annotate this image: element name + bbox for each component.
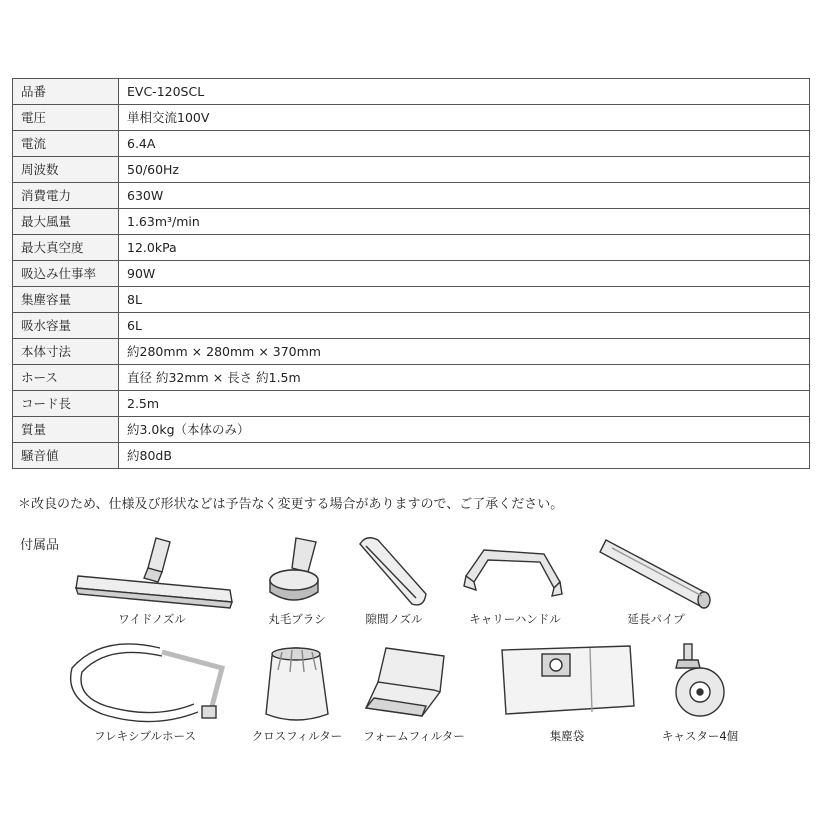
spec-label: 電流 — [13, 131, 119, 157]
accessory-label: ワイドノズル — [118, 612, 186, 626]
accessory-label: フォームフィルター — [363, 729, 465, 743]
flexible-hose-icon — [62, 638, 232, 728]
spec-row — [13, 443, 810, 469]
accessory-label: キャリーハンドル — [469, 612, 561, 626]
spec-row — [13, 365, 810, 391]
spec-value: 単相交流100V — [119, 105, 810, 131]
spec-value: 約280mm × 280mm × 370mm — [119, 339, 810, 365]
spec-row — [13, 79, 810, 105]
spec-row — [13, 261, 810, 287]
spec-row — [13, 157, 810, 183]
spec-label: ホース — [13, 365, 119, 391]
accessories-heading: 付属品 — [20, 538, 60, 553]
extension-pipe-icon — [598, 530, 718, 610]
spec-row — [13, 209, 810, 235]
spec-row — [13, 105, 810, 131]
accessory-label: 延長パイプ — [627, 612, 685, 626]
spec-value: 約80dB — [119, 443, 810, 469]
caster-icon — [664, 640, 734, 722]
spec-row — [13, 131, 810, 157]
spec-label: 吸水容量 — [13, 313, 119, 339]
spec-row — [13, 313, 810, 339]
crevice-nozzle-icon — [354, 532, 434, 612]
spec-label: 電圧 — [13, 105, 119, 131]
accessory-label: キャスター4個 — [661, 729, 739, 743]
cloth-filter-icon — [262, 640, 332, 722]
spec-value: 2.5m — [119, 391, 810, 417]
spec-label: 質量 — [13, 417, 119, 443]
spec-value: 8L — [119, 287, 810, 313]
accessory-label: クロスフィルター — [251, 729, 343, 743]
disclaimer-note: ＊改良のため、仕様及び形状などは予告なく変更する場合がありますので、ご了承ください。 — [18, 497, 564, 512]
round-brush-icon — [262, 532, 332, 612]
accessory-label: 丸毛ブラシ — [268, 612, 326, 626]
foam-filter-icon — [364, 642, 454, 718]
spec-value: 約3.0kg（本体のみ） — [119, 417, 810, 443]
spec-value: 90W — [119, 261, 810, 287]
carry-handle-icon — [458, 538, 568, 608]
spec-value: 6.4A — [119, 131, 810, 157]
spec-label: 消費電力 — [13, 183, 119, 209]
spec-value: 1.63m³/min — [119, 209, 810, 235]
spec-row — [13, 183, 810, 209]
spec-label: 周波数 — [13, 157, 119, 183]
accessory-label: フレキシブルホース — [94, 729, 196, 743]
spec-table — [12, 78, 810, 469]
spec-row — [13, 417, 810, 443]
wide-nozzle-icon — [70, 532, 240, 612]
spec-label: 最大真空度 — [13, 235, 119, 261]
spec-row — [13, 235, 810, 261]
spec-value: 直径 約32mm × 長さ 約1.5m — [119, 365, 810, 391]
spec-label: 本体寸法 — [13, 339, 119, 365]
spec-row — [13, 391, 810, 417]
spec-value: 50/60Hz — [119, 157, 810, 183]
spec-label: 騒音値 — [13, 443, 119, 469]
spec-label: 品番 — [13, 79, 119, 105]
accessory-label: 隙間ノズル — [365, 612, 423, 626]
spec-value: EVC-120SCL — [119, 79, 810, 105]
dust-bag-icon — [498, 642, 638, 718]
spec-row — [13, 339, 810, 365]
spec-value: 12.0kPa — [119, 235, 810, 261]
spec-value: 6L — [119, 313, 810, 339]
accessory-label: 集塵袋 — [549, 729, 585, 743]
spec-row — [13, 287, 810, 313]
spec-label: コード長 — [13, 391, 119, 417]
spec-value: 630W — [119, 183, 810, 209]
spec-label: 最大風量 — [13, 209, 119, 235]
spec-label: 吸込み仕事率 — [13, 261, 119, 287]
spec-label: 集塵容量 — [13, 287, 119, 313]
